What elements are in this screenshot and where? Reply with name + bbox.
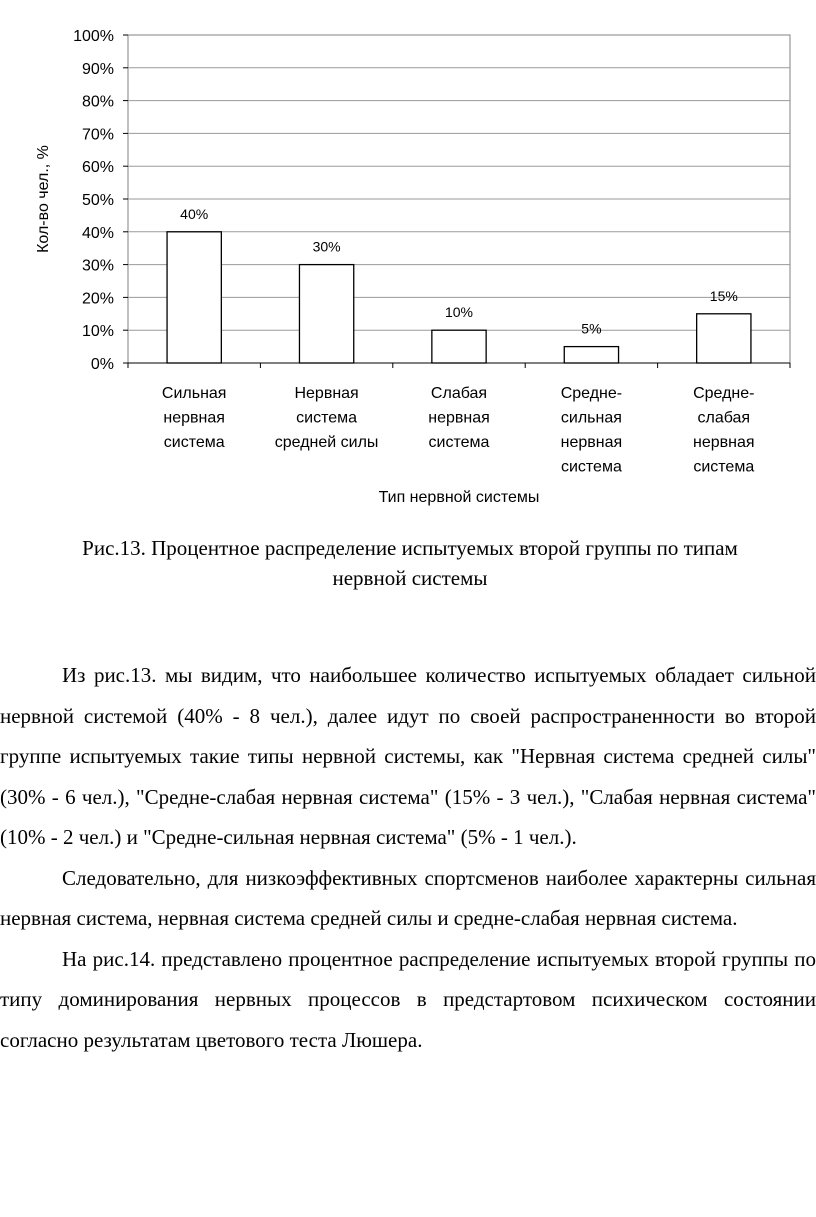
x-tick-label: нервная	[693, 434, 755, 451]
y-tick-label: 100%	[73, 28, 114, 45]
bar	[564, 347, 618, 363]
bar	[697, 314, 751, 363]
x-tick-label: Слабая	[430, 385, 488, 402]
x-tick-label: нервная	[560, 434, 623, 451]
data-label: 30%	[312, 238, 341, 255]
y-tick-label: 70%	[81, 126, 114, 144]
x-tick-label: система	[693, 458, 755, 476]
y-tick-label: 90%	[81, 60, 114, 78]
data-label: 40%	[180, 205, 209, 222]
y-tick-label: 60%	[81, 159, 114, 177]
x-tick-label: нервная	[428, 409, 490, 427]
y-tick-label: 50%	[81, 192, 114, 209]
x-tick-label: Средне-	[560, 385, 623, 402]
x-axis-ticks	[128, 363, 790, 476]
x-tick-label: Сильная	[161, 385, 227, 402]
y-axis-label: Кол-во чел., %	[35, 145, 52, 253]
y-tick-label: 30%	[81, 257, 114, 275]
x-tick-label: сильная	[560, 409, 622, 427]
y-tick-label: 40%	[81, 224, 114, 242]
bar	[167, 232, 221, 363]
caption-line-1: Рис.13. Процентное распределение испытуемых второй группы по типам	[82, 536, 738, 560]
x-axis-label: Тип нервной системы	[378, 489, 540, 506]
paragraph-2: Следовательно, для низкоэффективных спортсменов наиболее характерны сильная нервная система, нервная система средней силы и средне-слабая нервная система.	[0, 865, 816, 930]
data-label: 5%	[581, 320, 602, 337]
x-tick-label: Нервная	[294, 385, 359, 402]
x-tick-label: система	[296, 409, 358, 427]
x-tick-label: система	[163, 434, 225, 451]
x-tick-label: нервная	[163, 409, 225, 427]
x-tick-label: система	[560, 458, 622, 476]
body-text	[0, 655, 816, 1060]
paragraph-1: Из рис.13. мы видим, что наибольшее количество испытуемых обладает сильной нервной системой (40% - 8 чел.), далее идут по своей распространенности во второй группе испытуемых такие типы нервной системы, как "Нервная система средней силы" (30% - 6 чел.), "Средне-слабая нервная система" (15% - 3 чел.), "Слабая нервная система" (10% - 2 чел.) и "Средне-сильная нервная система" (5% - 1 чел.).	[0, 663, 816, 849]
y-tick-label: 20%	[81, 290, 114, 308]
data-label: 10%	[444, 304, 474, 321]
paragraph-3: На рис.14. представлено процентное распределение испытуемых второй группы по типу доминирования нервных процессов в предстартовом психическом состоянии согласно результатам цветового теста Люшера.	[0, 946, 816, 1052]
x-tick-label: система	[428, 434, 490, 451]
y-tick-label: 80%	[81, 93, 114, 111]
bar-chart	[0, 0, 816, 520]
data-label: 15%	[709, 287, 738, 304]
y-tick-label: 0%	[90, 356, 114, 373]
x-tick-label: слабая	[697, 409, 751, 427]
figure-caption	[60, 533, 760, 593]
y-tick-label: 10%	[81, 323, 114, 341]
x-tick-label: Средне-	[693, 385, 755, 402]
caption-line-2: нервной системы	[332, 566, 488, 590]
bar	[432, 330, 486, 363]
y-axis-ticks	[73, 28, 128, 373]
x-tick-label: средней силы	[274, 434, 379, 451]
bar	[299, 265, 353, 363]
